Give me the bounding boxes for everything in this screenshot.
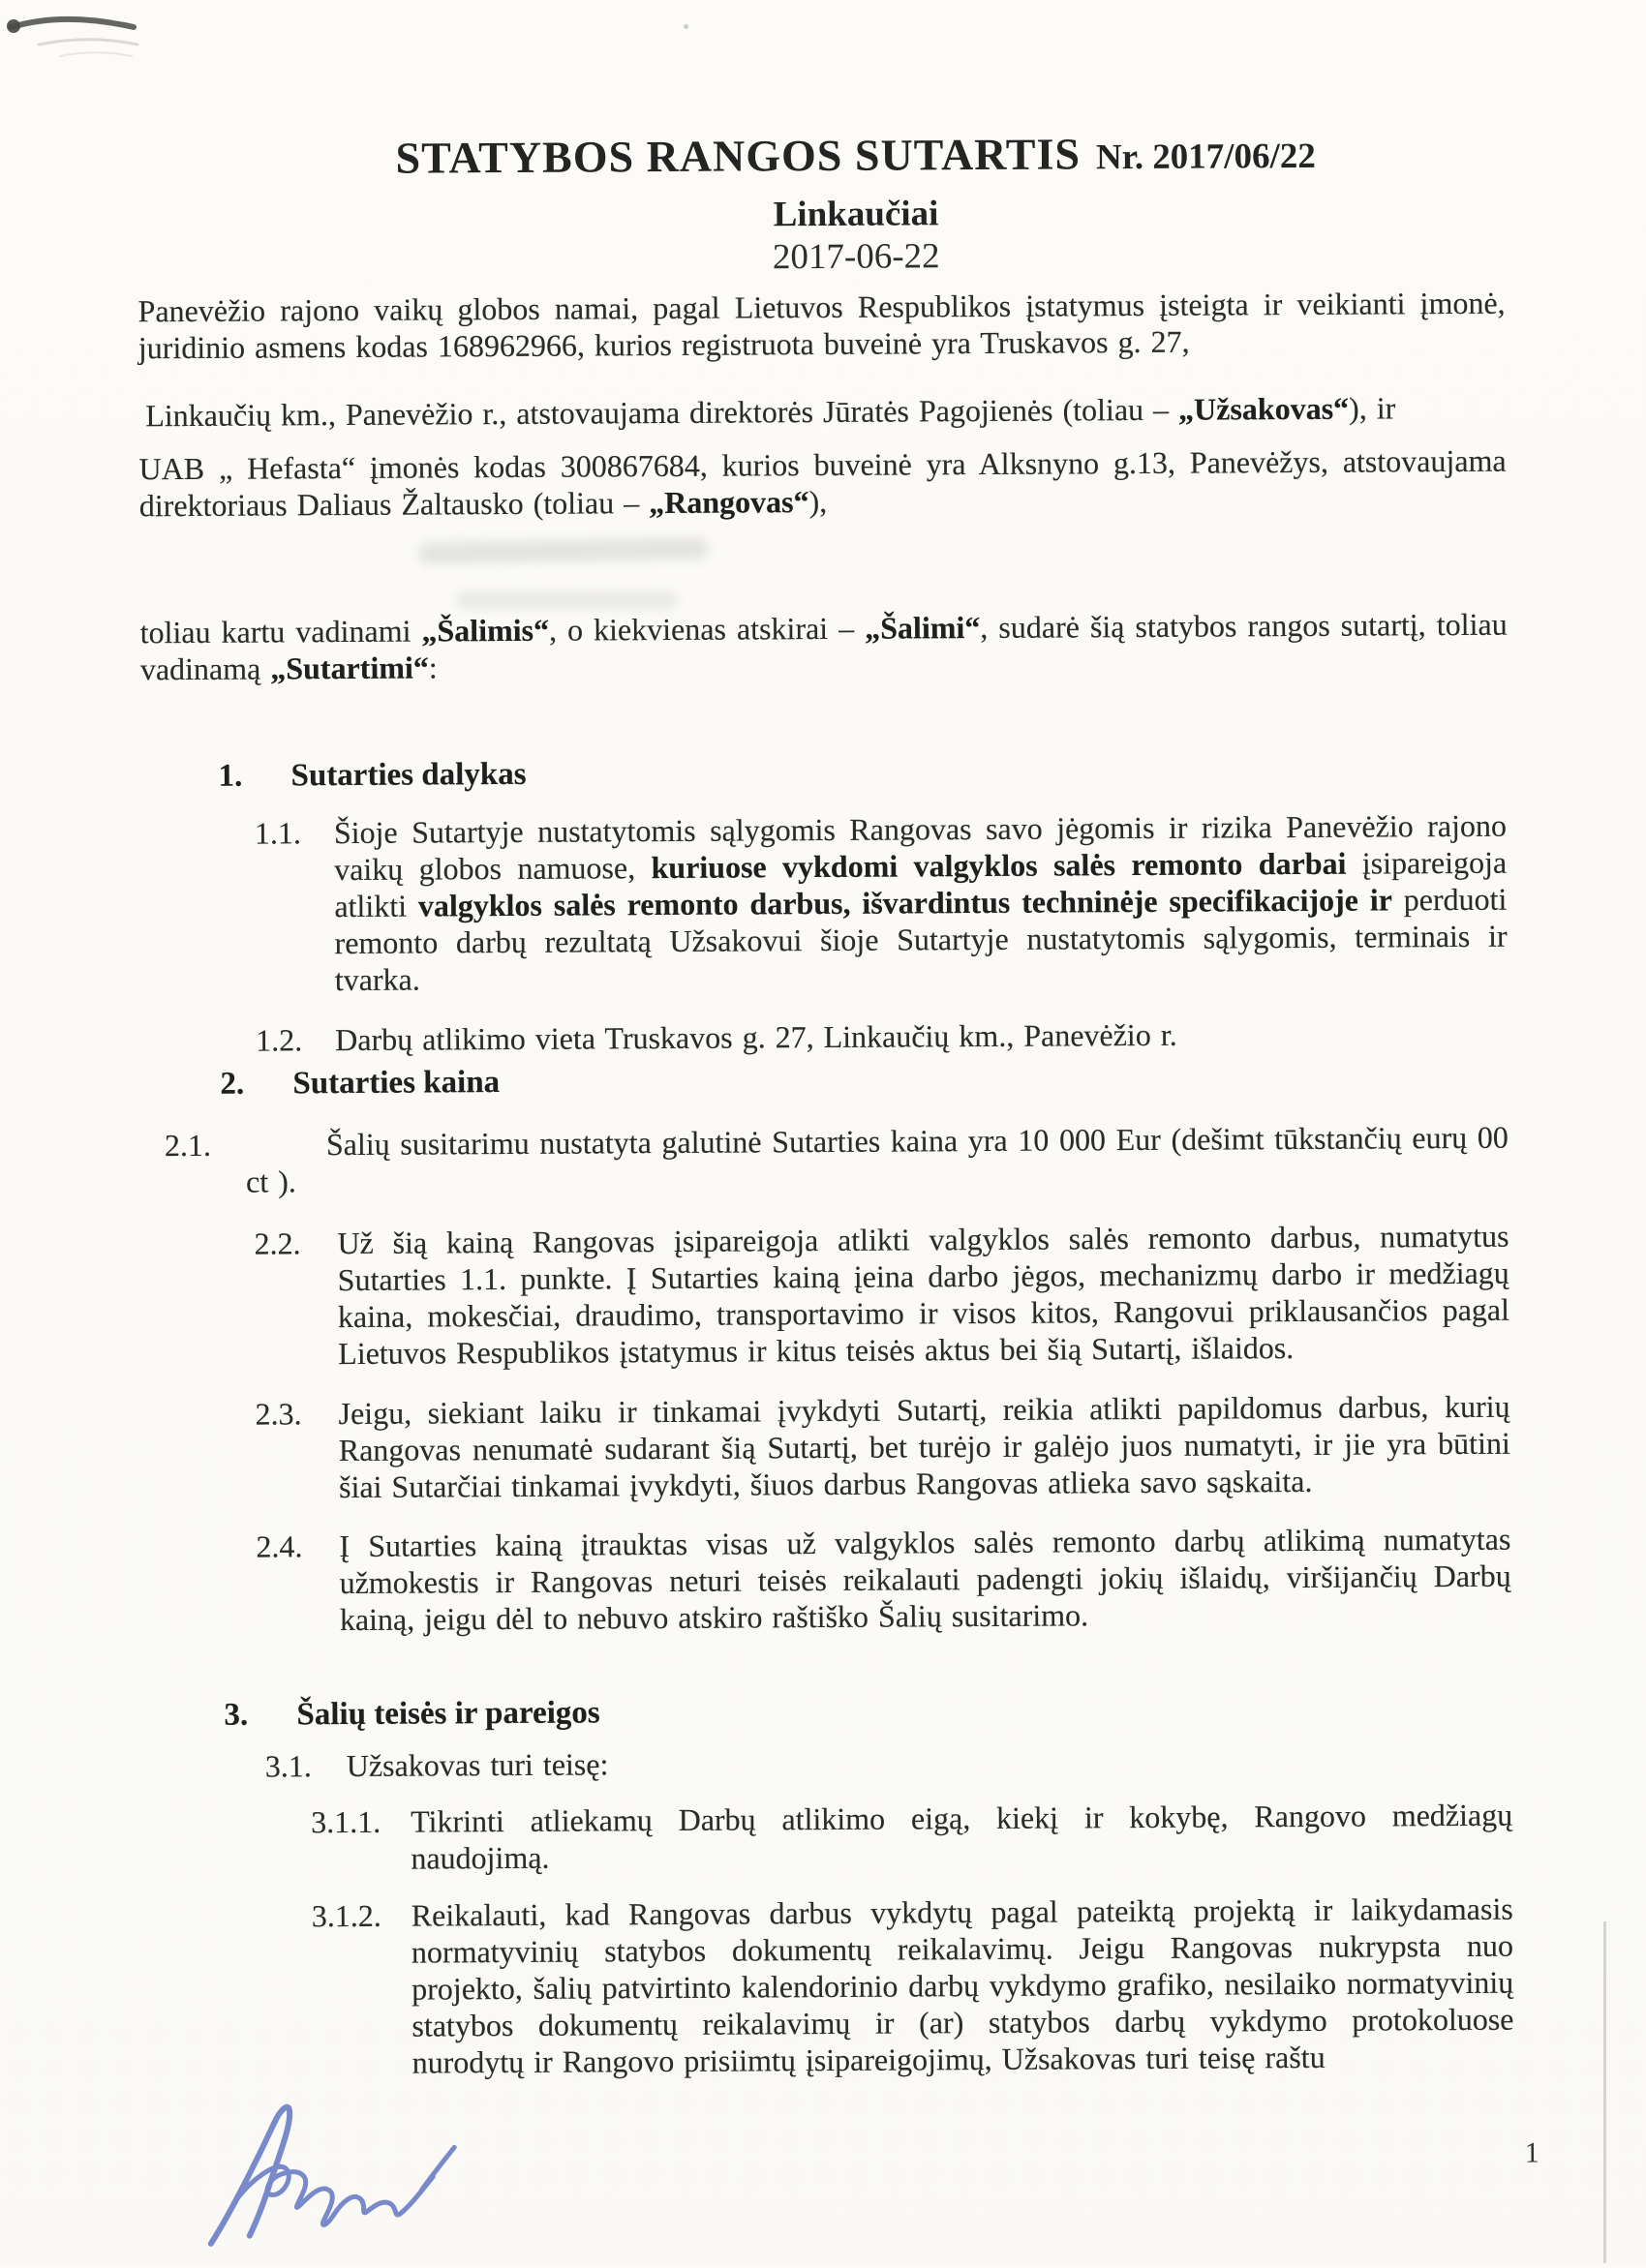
section-1-heading: [218, 751, 1506, 795]
clause-2-1: [165, 1119, 1509, 1200]
clause-2-4: [256, 1521, 1511, 1639]
clause-text: Į Sutarties kainą įtrauktas visas už valgyklos salės remonto darbų atlikimą numatytas užmokestis ir Rangovas neturi teisės reikalauti padengti jokių išlaidų, viršijančių Darbų kainą, jeigu dėl to nebuvo atskiro raštiško Šalių susitarimo.: [339, 1521, 1511, 1638]
clause-text: Reikalauti, kad Rangovas darbus vykdytų pagal pateiktą projektą ir laikydamasis normatyvinių statybos dokumentų reikalavimų. Jeigu Rangovas nukrypsta nuo projekto, šalių patvirtinto kalendorinio darbų vykdymo grafiko, nesilaiko normatyvinių statybos dokumentų reikalavimų ir (ar) statybos darbų vykdymo protokoluose nurodytų ir Rangovo prisiimtų įsipareigojimų, Užsakovas turi teisę raštu: [411, 1890, 1514, 2080]
section-title: Šalių teisės ir pareigos: [296, 1695, 600, 1733]
clause-2-3: [255, 1388, 1510, 1506]
clause-number: 1.2.: [256, 1022, 303, 1058]
clause-text: Tikrinti atliekamų Darbų atlikimo eigą, kiekį ir kokybę, Rangovo medžiagų naudojimą.: [411, 1797, 1513, 1876]
paragraph-text: Panevėžio rajono vaikų globos namai, pagal Lietuvos Respublikos įstatymus įsteigta ir veikianti įmonė, juridinio asmens kodas 168962966, kurios registruota buveinė yra Truskavos g. 27,: [137, 285, 1506, 366]
clause-text: Už šią kainą Rangovas įsipareigoja atlikti valgyklos salės remonto darbus, numatytus Sutarties 1.1. punkte. Į Sutarties kainą įeina darbo jėgos, mechanizmų darbo ir medžiagų kaina, mokesčiai, draudimo, transportavimo ir visos kitos, Rangovui priklausančios pagal Lietuvos Respublikos įstatymus ir kitus teisės aktus bei šią Sutartį, išlaidos.: [337, 1218, 1510, 1372]
paragraph-text: UAB „ Hefasta“ įmonės kodas 300867684, kurios buveinė yra Alksnyno g.13, Panevėžys, atstovaujama direktoriaus Daliaus Žaltausko (toliau – „Rangovas“),: [138, 442, 1507, 524]
clause-3-1-1: [311, 1797, 1512, 1878]
clause-1-1: [255, 807, 1508, 999]
clause-number: 3.1.1.: [311, 1803, 381, 1840]
clause-number: 2.2.: [254, 1225, 301, 1261]
intro-paragraph-3: [138, 442, 1506, 525]
section-2-heading: [220, 1059, 1508, 1103]
contract-place: Linkaučiai: [773, 194, 939, 235]
clause-1-2: [256, 1014, 1508, 1059]
clause-number: 1.1.: [254, 815, 302, 851]
clause-3-1-2: [312, 1890, 1514, 2082]
page-number: 1: [1524, 2136, 1539, 2169]
paragraph-text: Linkaučių km., Panevėžio r., atstovaujama direktorės Jūratės Pagojienės (toliau – „Užsakovas“), ir: [145, 390, 1396, 434]
intro-paragraph-4: [140, 606, 1508, 688]
section-title: Sutarties kaina: [292, 1065, 501, 1102]
section-number: 1.: [218, 758, 243, 794]
clause-text: Jeigu, siekiant laiku ir tinkamai įvykdyti Sutartį, reikia atlikti papildomus darbus, kurių Rangovas nenumatė sudarant šią Sutartį, bet turėjo ir galėjo juos numatyti, ir jie yra būtini šiai Sutarčiai tinkamai įvykdyti, šiuos darbus Rangovas atlieka savo sąskaita.: [338, 1388, 1510, 1505]
clause-2-2: [254, 1218, 1509, 1373]
paragraph-text: toliau kartu vadinami „Šalimis“, o kiekvienas atskirai – „Šalimi“, sudarė šią statybos rangos sutartį, toliau vadinamą „Sutartimi“:: [139, 606, 1508, 687]
clause-number: 3.1.2.: [311, 1897, 381, 1934]
section-title: Sutarties dalykas: [290, 756, 527, 794]
clause-text: Šalių susitarimu nustatyta galutinė Sutarties kaina yra 10 000 Eur (dešimt tūkstančių eurų 00 ct ).: [246, 1119, 1509, 1199]
contract-title-line: [72, 125, 1640, 186]
contract-title: STATYBOS RANGOS SUTARTIS: [395, 129, 1082, 183]
intro-paragraph-1: [138, 285, 1506, 367]
clause-number: 3.1.: [264, 1748, 312, 1784]
clause-number: 2.1.: [164, 1127, 211, 1164]
section-number: 3.: [224, 1697, 249, 1733]
clause-number: 2.3.: [255, 1396, 302, 1432]
signature: [183, 2085, 513, 2252]
clause-3-1: [265, 1740, 1512, 1785]
clause-number: 2.4.: [256, 1528, 303, 1564]
clause-text: Užsakovas turi teisę:: [346, 1746, 609, 1784]
clause-text: Darbų atlikimo vieta Truskavos g. 27, Linkaučių km., Panevėžio r.: [335, 1016, 1177, 1058]
intro-paragraph-2: [145, 389, 1506, 435]
contract-date-line: [72, 231, 1640, 283]
signature-strokes: [210, 2106, 455, 2244]
section-number: 2.: [220, 1066, 245, 1102]
clause-text: Šioje Sutartyje nustatytomis sąlygomis Rangovas savo jėgomis ir rizika Panevėžio rajono vaikų globos namuose, kuriuose vykdomi valgyklos salės remonto darbai įsipareigoja atlikti valgyklos salės remonto darbus, išvardintus techninėje specifikacijoje ir perduoti remonto darbų rezultatą Užsakovui šioje Sutartyje nustatytomis sąlygomis, terminais ir tvarka.: [333, 807, 1508, 998]
contract-number: Nr. 2017/06/22: [1095, 136, 1316, 178]
contract-date: 2017-06-22: [772, 236, 940, 278]
section-3-heading: [224, 1690, 1511, 1734]
